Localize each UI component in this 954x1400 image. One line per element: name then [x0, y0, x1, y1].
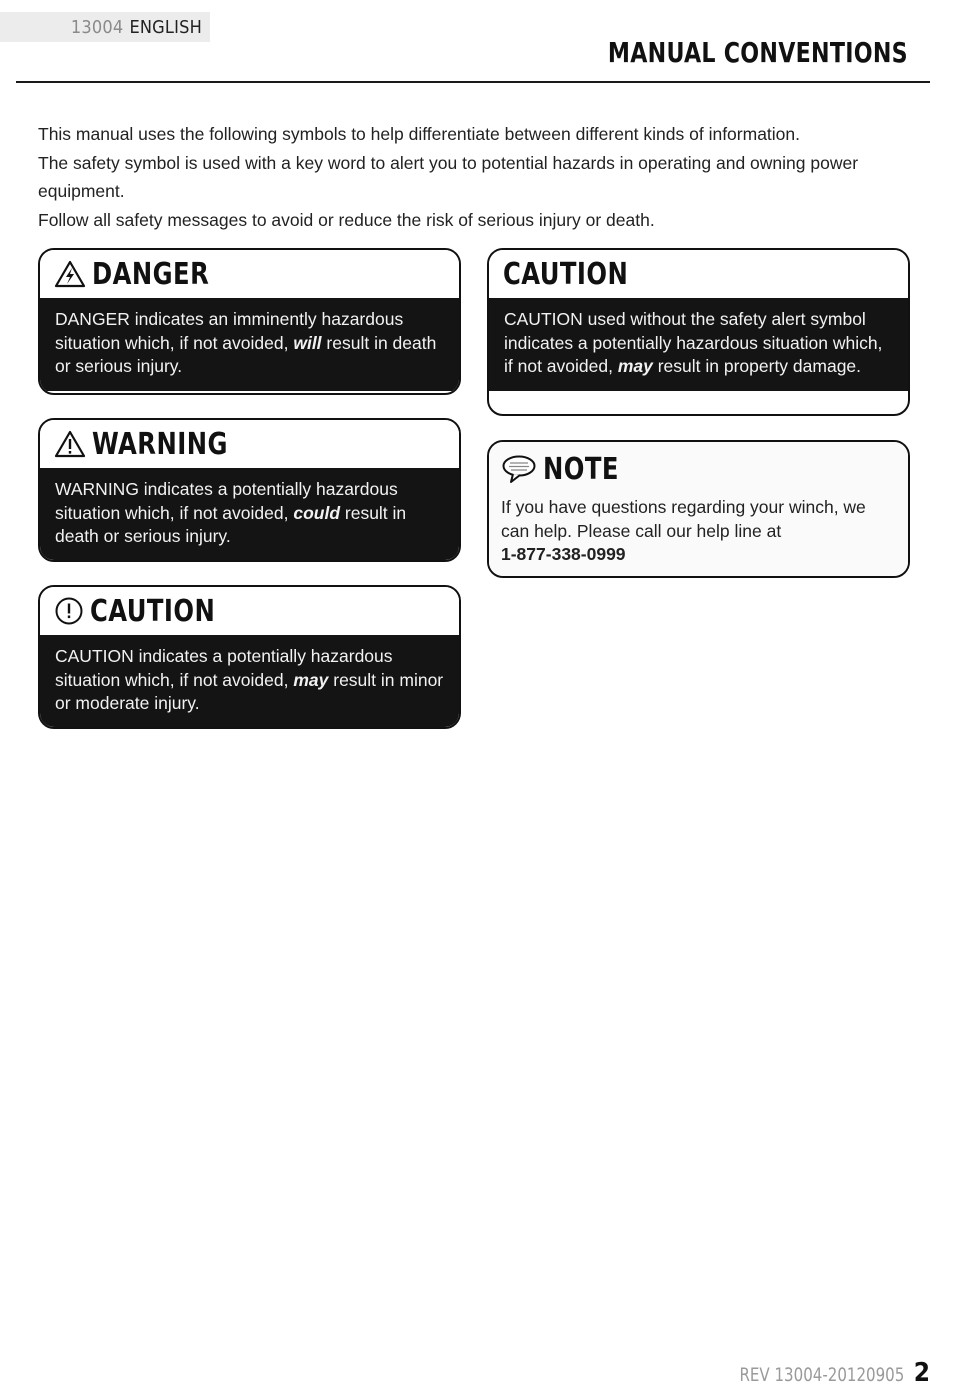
danger-text-end: result in death or serious injury. — [55, 332, 437, 376]
caution-symbol-header — [40, 587, 459, 635]
note-title: NOTE — [543, 451, 619, 487]
caution-symbol-body — [40, 635, 459, 728]
exclamation-circle-icon — [54, 596, 84, 626]
speech-bubble-icon — [501, 454, 537, 484]
header-tab — [0, 12, 210, 42]
warning-emphasis: could — [293, 502, 341, 523]
warning-text-end: result in death or serious injury. — [55, 502, 407, 546]
caution-nosymbol-title: CAUTION — [503, 256, 629, 292]
intro-text — [38, 120, 908, 234]
warning-title: WARNING — [92, 426, 228, 462]
warning-triangle-icon — [54, 430, 86, 458]
note-phone-number: 1-877-338-0999 — [501, 544, 626, 564]
danger-header — [40, 250, 459, 298]
intro-line-2: The safety symbol is used with a key word to alert you to potential hazards in operating and owning power equipment. — [38, 152, 859, 201]
caution-nosymbol-box — [487, 248, 910, 416]
warning-box — [38, 418, 461, 562]
caution-nosymbol-text: CAUTION used without the safety alert symbol indicates a potentially hazardous situation which, if not avoided, — [504, 309, 883, 376]
header-divider — [16, 81, 930, 83]
caution-nosymbol-body — [489, 298, 908, 391]
intro-line-3: Follow all safety messages to avoid or reduce the risk of serious injury or death. — [38, 209, 655, 230]
intro-line-1: This manual uses the following symbols to help differentiate between different kinds of information. — [38, 124, 801, 144]
warning-body — [40, 468, 459, 561]
caution-symbol-box — [38, 585, 461, 729]
danger-title: DANGER — [92, 256, 210, 292]
danger-body — [40, 298, 459, 391]
caution-nosymbol-header — [489, 250, 908, 298]
caution-symbol-text: CAUTION indicates a potentially hazardous situation which, if not avoided, — [55, 646, 393, 690]
caution-symbol-text-end: result in minor or moderate injury. — [55, 669, 444, 713]
revision-label: REV 13004-20120905 — [739, 1364, 904, 1386]
warning-text: WARNING indicates a potentially hazardous situation which, if not avoided, — [55, 479, 398, 523]
caution-symbol-title: CAUTION — [90, 593, 216, 629]
warning-header — [40, 420, 459, 468]
note-body — [489, 496, 908, 577]
caution-nosymbol-text-end: result in property damage. — [652, 356, 862, 376]
note-text: If you have questions regarding your winch, we can help. Please call our help line at — [501, 497, 866, 541]
page-number: 2 — [913, 1358, 930, 1388]
caution-nosymbol-emphasis: may — [617, 356, 653, 376]
doc-number: 13004 — [70, 16, 124, 38]
danger-text: DANGER indicates an imminently hazardous situation which, if not avoided, — [55, 309, 404, 353]
note-header — [489, 442, 908, 496]
page-title: MANUAL CONVENTIONS — [607, 36, 908, 69]
caution-symbol-emphasis: may — [293, 669, 329, 690]
note-box — [487, 440, 910, 578]
danger-box — [38, 248, 461, 395]
danger-emphasis: will — [293, 332, 322, 353]
language-label: ENGLISH — [129, 16, 202, 38]
electric-hazard-icon — [54, 260, 86, 288]
